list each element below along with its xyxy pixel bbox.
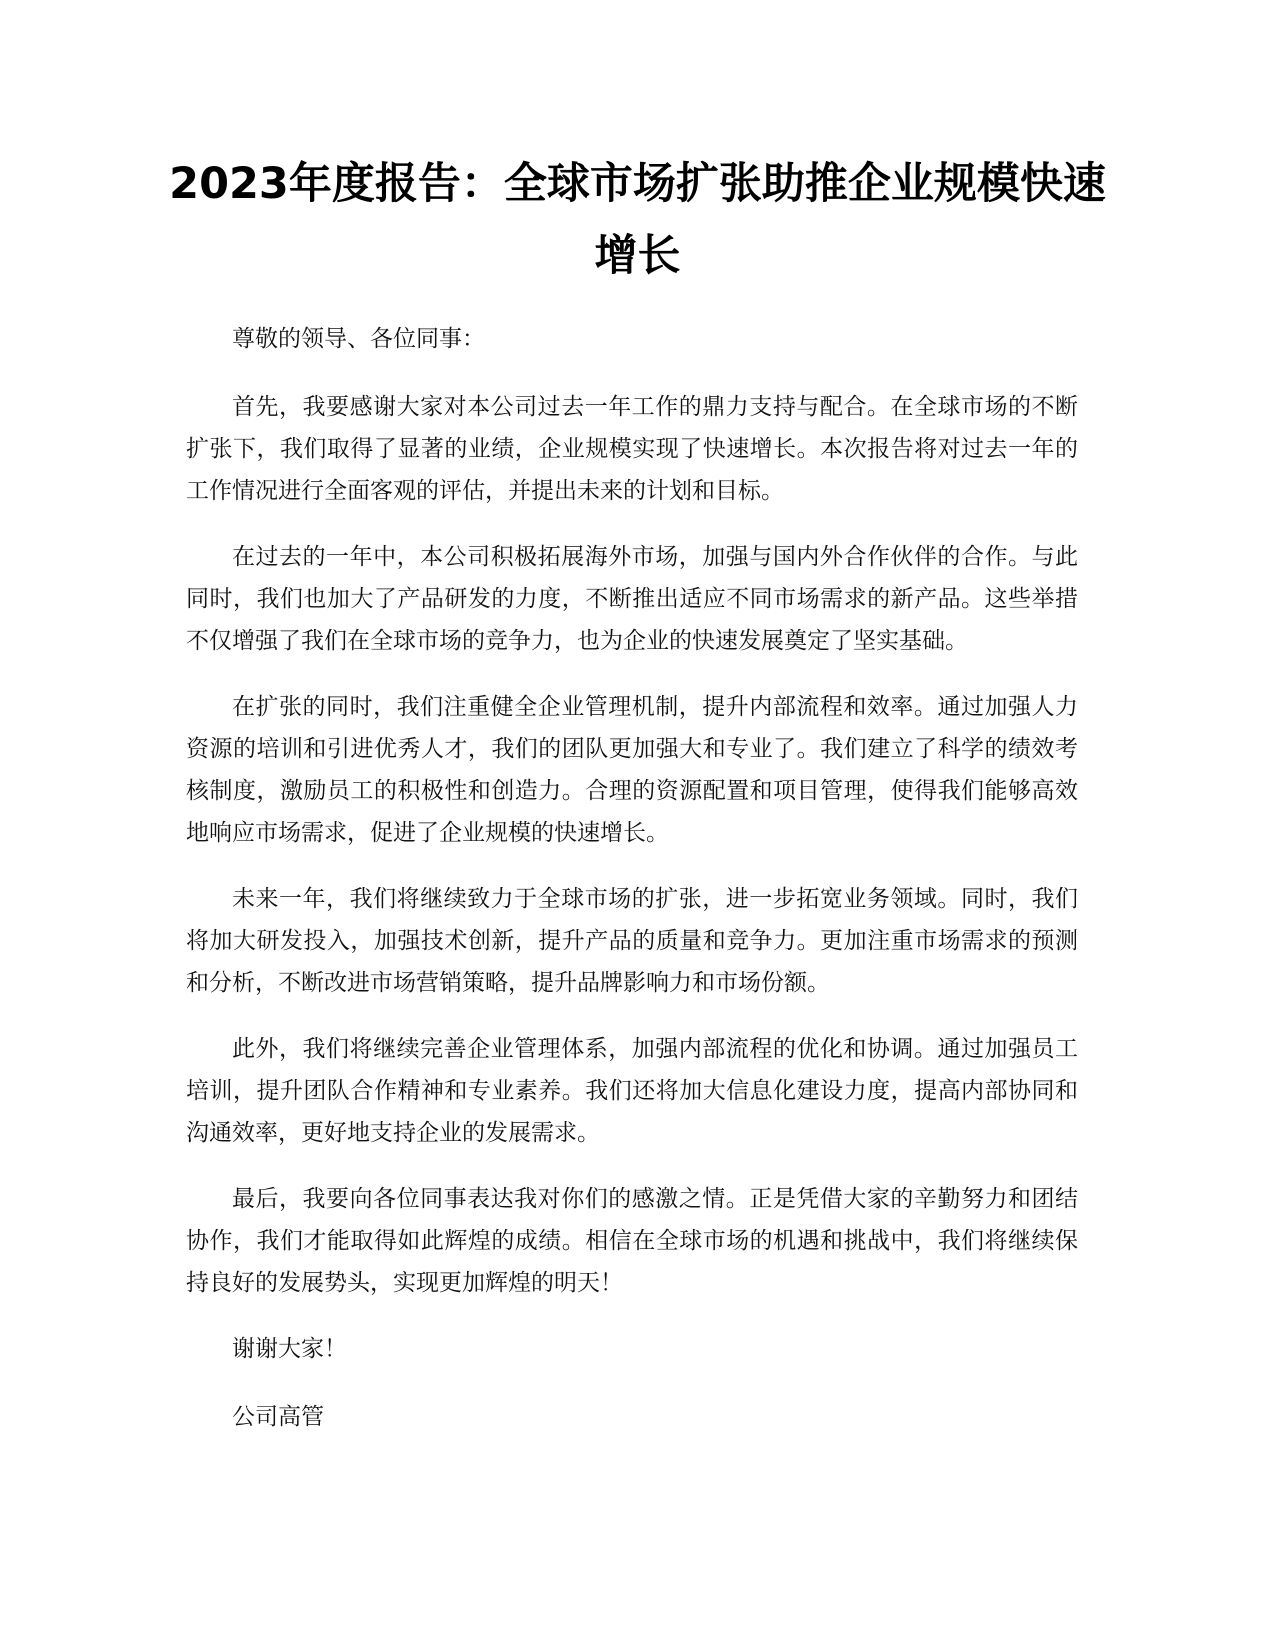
signature: 公司高管 [232,1404,324,1430]
paragraph-6: 最后，我要向各位同事表达我对你们的感激之情。正是凭借大家的辛勤努力和团结协作，我们才能取得如此辉煌的成绩。相信在全球市场的机遇和挑战中，我们将继续保持良好的发展势头，实现更加辉煌的明天！ [186,1186,1078,1296]
paragraph-2: 在过去的一年中，本公司积极拓展海外市场，加强与国内外合作伙伴的合作。与此同时，我们也加大了产品研发的力度，不断推出适应不同市场需求的新产品。这些举措不仅增强了我们在全球市场的竞争力，也为企业的快速发展奠定了坚实基础。 [186,544,1078,654]
paragraph-1: 首先，我要感谢大家对本公司过去一年工作的鼎力支持与配合。在全球市场的不断扩张下，我们取得了显著的业绩，企业规模实现了快速增长。本次报告将对过去一年的工作情况进行全面客观的评估，并提出未来的计划和目标。 [186,394,1078,504]
document-title: 2023年度报告：全球市场扩张助推企业规模快速增长 [169,159,1106,281]
document-body [186,318,1078,1464]
paragraph-5: 此外，我们将继续完善企业管理体系，加强内部流程的优化和协调。通过加强员工培训，提升团队合作精神和专业素养。我们还将加大信息化建设力度，提高内部协同和沟通效率，更好地支持企业的发展需求。 [186,1036,1078,1146]
paragraph-4: 未来一年，我们将继续致力于全球市场的扩张，进一步拓宽业务领域。同时，我们将加大研发投入，加强技术创新，提升产品的质量和竞争力。更加注重市场需求的预测和分析，不断改进市场营销策略，提升品牌影响力和市场份额。 [186,886,1078,996]
salutation: 尊敬的领导、各位同事： [232,326,485,352]
closing: 谢谢大家！ [232,1336,347,1362]
paragraph-3: 在扩张的同时，我们注重健全企业管理机制，提升内部流程和效率。通过加强人力资源的培训和引进优秀人才，我们的团队更加强大和专业了。我们建立了科学的绩效考核制度，激励员工的积极性和创造力。合理的资源配置和项目管理，使得我们能够高效地响应市场需求，促进了企业规模的快速增长。 [186,694,1078,846]
